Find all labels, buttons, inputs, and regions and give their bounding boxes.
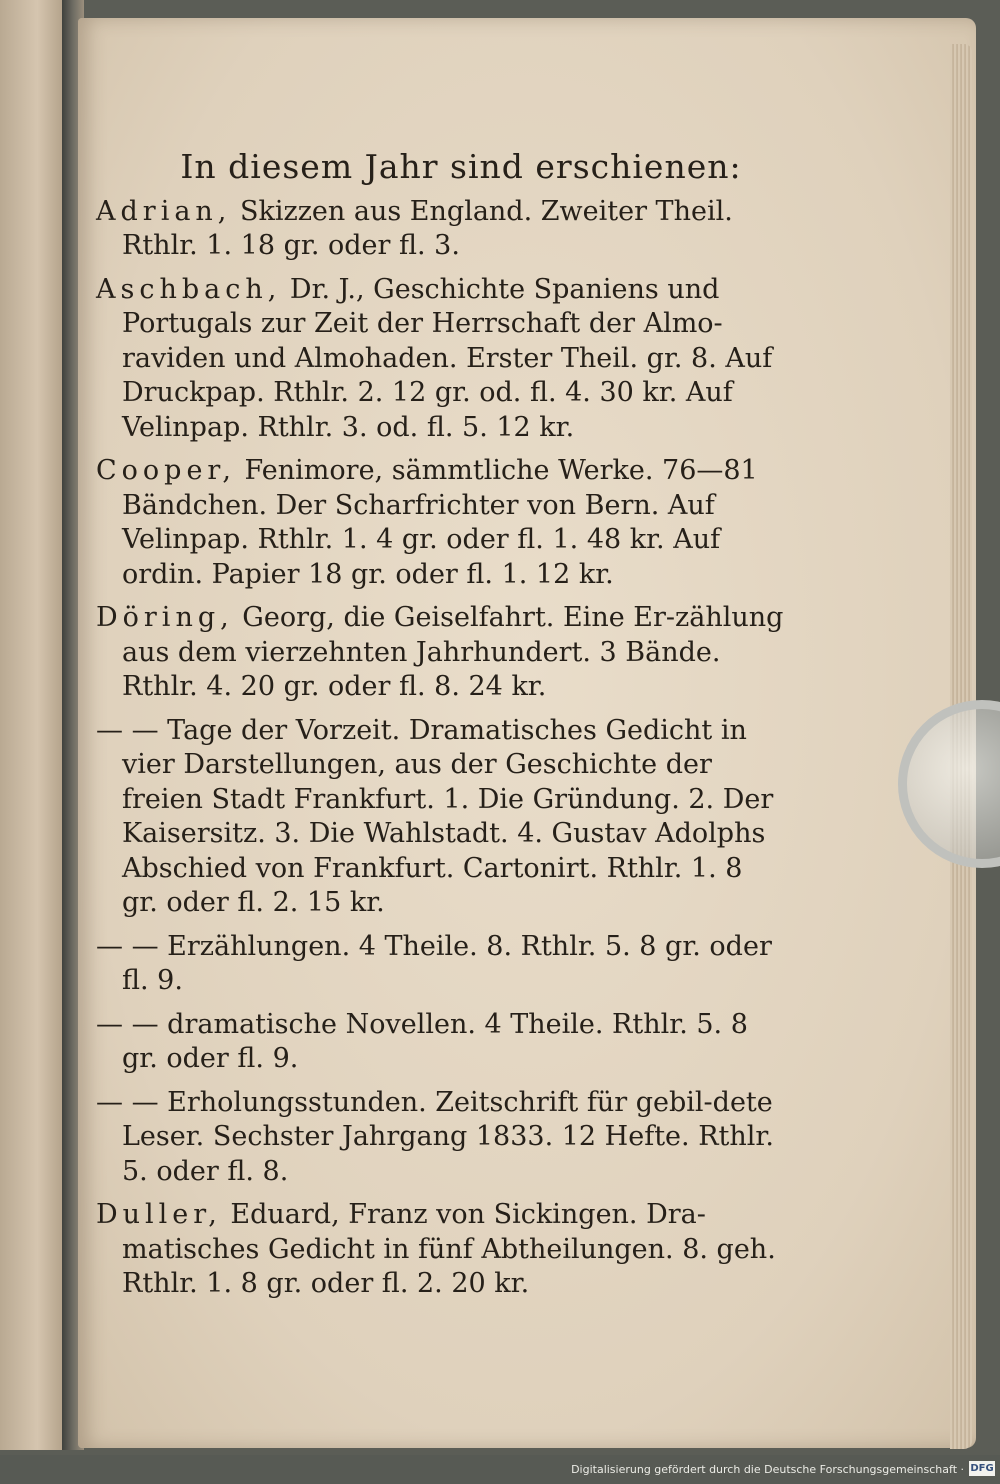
entry-doering-tage xyxy=(96,714,786,921)
entry-author: — — xyxy=(96,714,159,746)
entry-author: Adrian, xyxy=(96,195,232,227)
entry-text: Erholungsstunden. Zeitschrift für gebil-dete Leser. Sechster Jahrgang 1833. 12 Hefte. Rthlr. 5. oder fl. 8. xyxy=(122,1086,774,1187)
entry-text: dramatische Novellen. 4 Theile. Rthlr. 5. 8 gr. oder fl. 9. xyxy=(122,1008,748,1074)
footer-bar xyxy=(0,1455,1000,1484)
entry-author: Duller, xyxy=(96,1199,222,1230)
entry-adrian xyxy=(96,195,786,264)
entry-text: Tage der Vorzeit. Dramatisches Gedicht in vier Darstellungen, aus der Geschichte der freien Stadt Frankfurt. 1. Die Gründung. 2. Der Kaisersitz. 3. Die Wahlstadt. 4. Gustav Adolphs Abschied von Frankfurt. Cartonirt. Rthlr. 1. 8 gr. oder fl. 2. 15 kr. xyxy=(122,714,774,918)
entry-text: Eduard, Franz von Sickingen. Dra-matisches Gedicht in fünf Abtheilungen. 8. geh. Rthlr. 1. 8 gr. oder fl. 2. 20 kr. xyxy=(122,1199,776,1299)
entry-author: Aschbach, xyxy=(96,273,282,305)
entry-text: Fenimore, sämmtliche Werke. 76—81 Bändchen. Der Scharfrichter von Bern. Auf Velinpap. Rthlr. 1. 4 gr. oder fl. 1. 48 kr. Auf ordin. Papier 18 gr. oder fl. 1. 12 kr. xyxy=(122,455,758,590)
entry-author: — — xyxy=(96,930,159,962)
entry-author: — — xyxy=(96,1086,159,1118)
entry-cooper xyxy=(96,454,786,592)
entry-duller xyxy=(96,1198,786,1302)
entry-aschbach xyxy=(96,273,786,446)
left-page-edge xyxy=(0,0,65,1450)
entry-author: Döring, xyxy=(96,602,234,633)
entry-doering-geiselfahrt xyxy=(96,601,786,705)
page-text xyxy=(96,147,786,1311)
entry-doering-novellen xyxy=(96,1008,786,1077)
entry-text: Erzählungen. 4 Theile. 8. Rthlr. 5. 8 gr. oder fl. 9. xyxy=(122,930,772,996)
footer-credit: Digitalisierung gefördert durch die Deutsche Forschungsgemeinschaft · xyxy=(571,1463,964,1476)
entry-doering-erholungsstunden xyxy=(96,1086,786,1190)
entry-doering-erzaehlungen xyxy=(96,930,786,999)
entry-author: Cooper, xyxy=(96,455,236,486)
entry-text: Skizzen aus England. Zweiter Theil. Rthlr. 1. 18 gr. oder fl. 3. xyxy=(122,195,733,261)
entry-text: Dr. J., Geschichte Spaniens und Portugals zur Zeit der Herrschaft der Almo-raviden und Almohaden. Erster Theil. gr. 8. Auf Druckpap. Rthlr. 2. 12 gr. od. fl. 4. 30 kr. Auf Velinpap. Rthlr. 3. od. fl. 5. 12 kr. xyxy=(122,273,773,443)
dfg-logo-icon: DFG xyxy=(970,1463,994,1474)
page-heading: In diesem Jahr sind erschienen: xyxy=(180,147,742,186)
entry-text: Georg, die Geiselfahrt. Eine Er-zählung aus dem vierzehnten Jahrhundert. 3 Bände. Rthlr. 4. 20 gr. oder fl. 8. 24 kr. xyxy=(122,602,784,702)
entry-author: — — xyxy=(96,1008,159,1040)
